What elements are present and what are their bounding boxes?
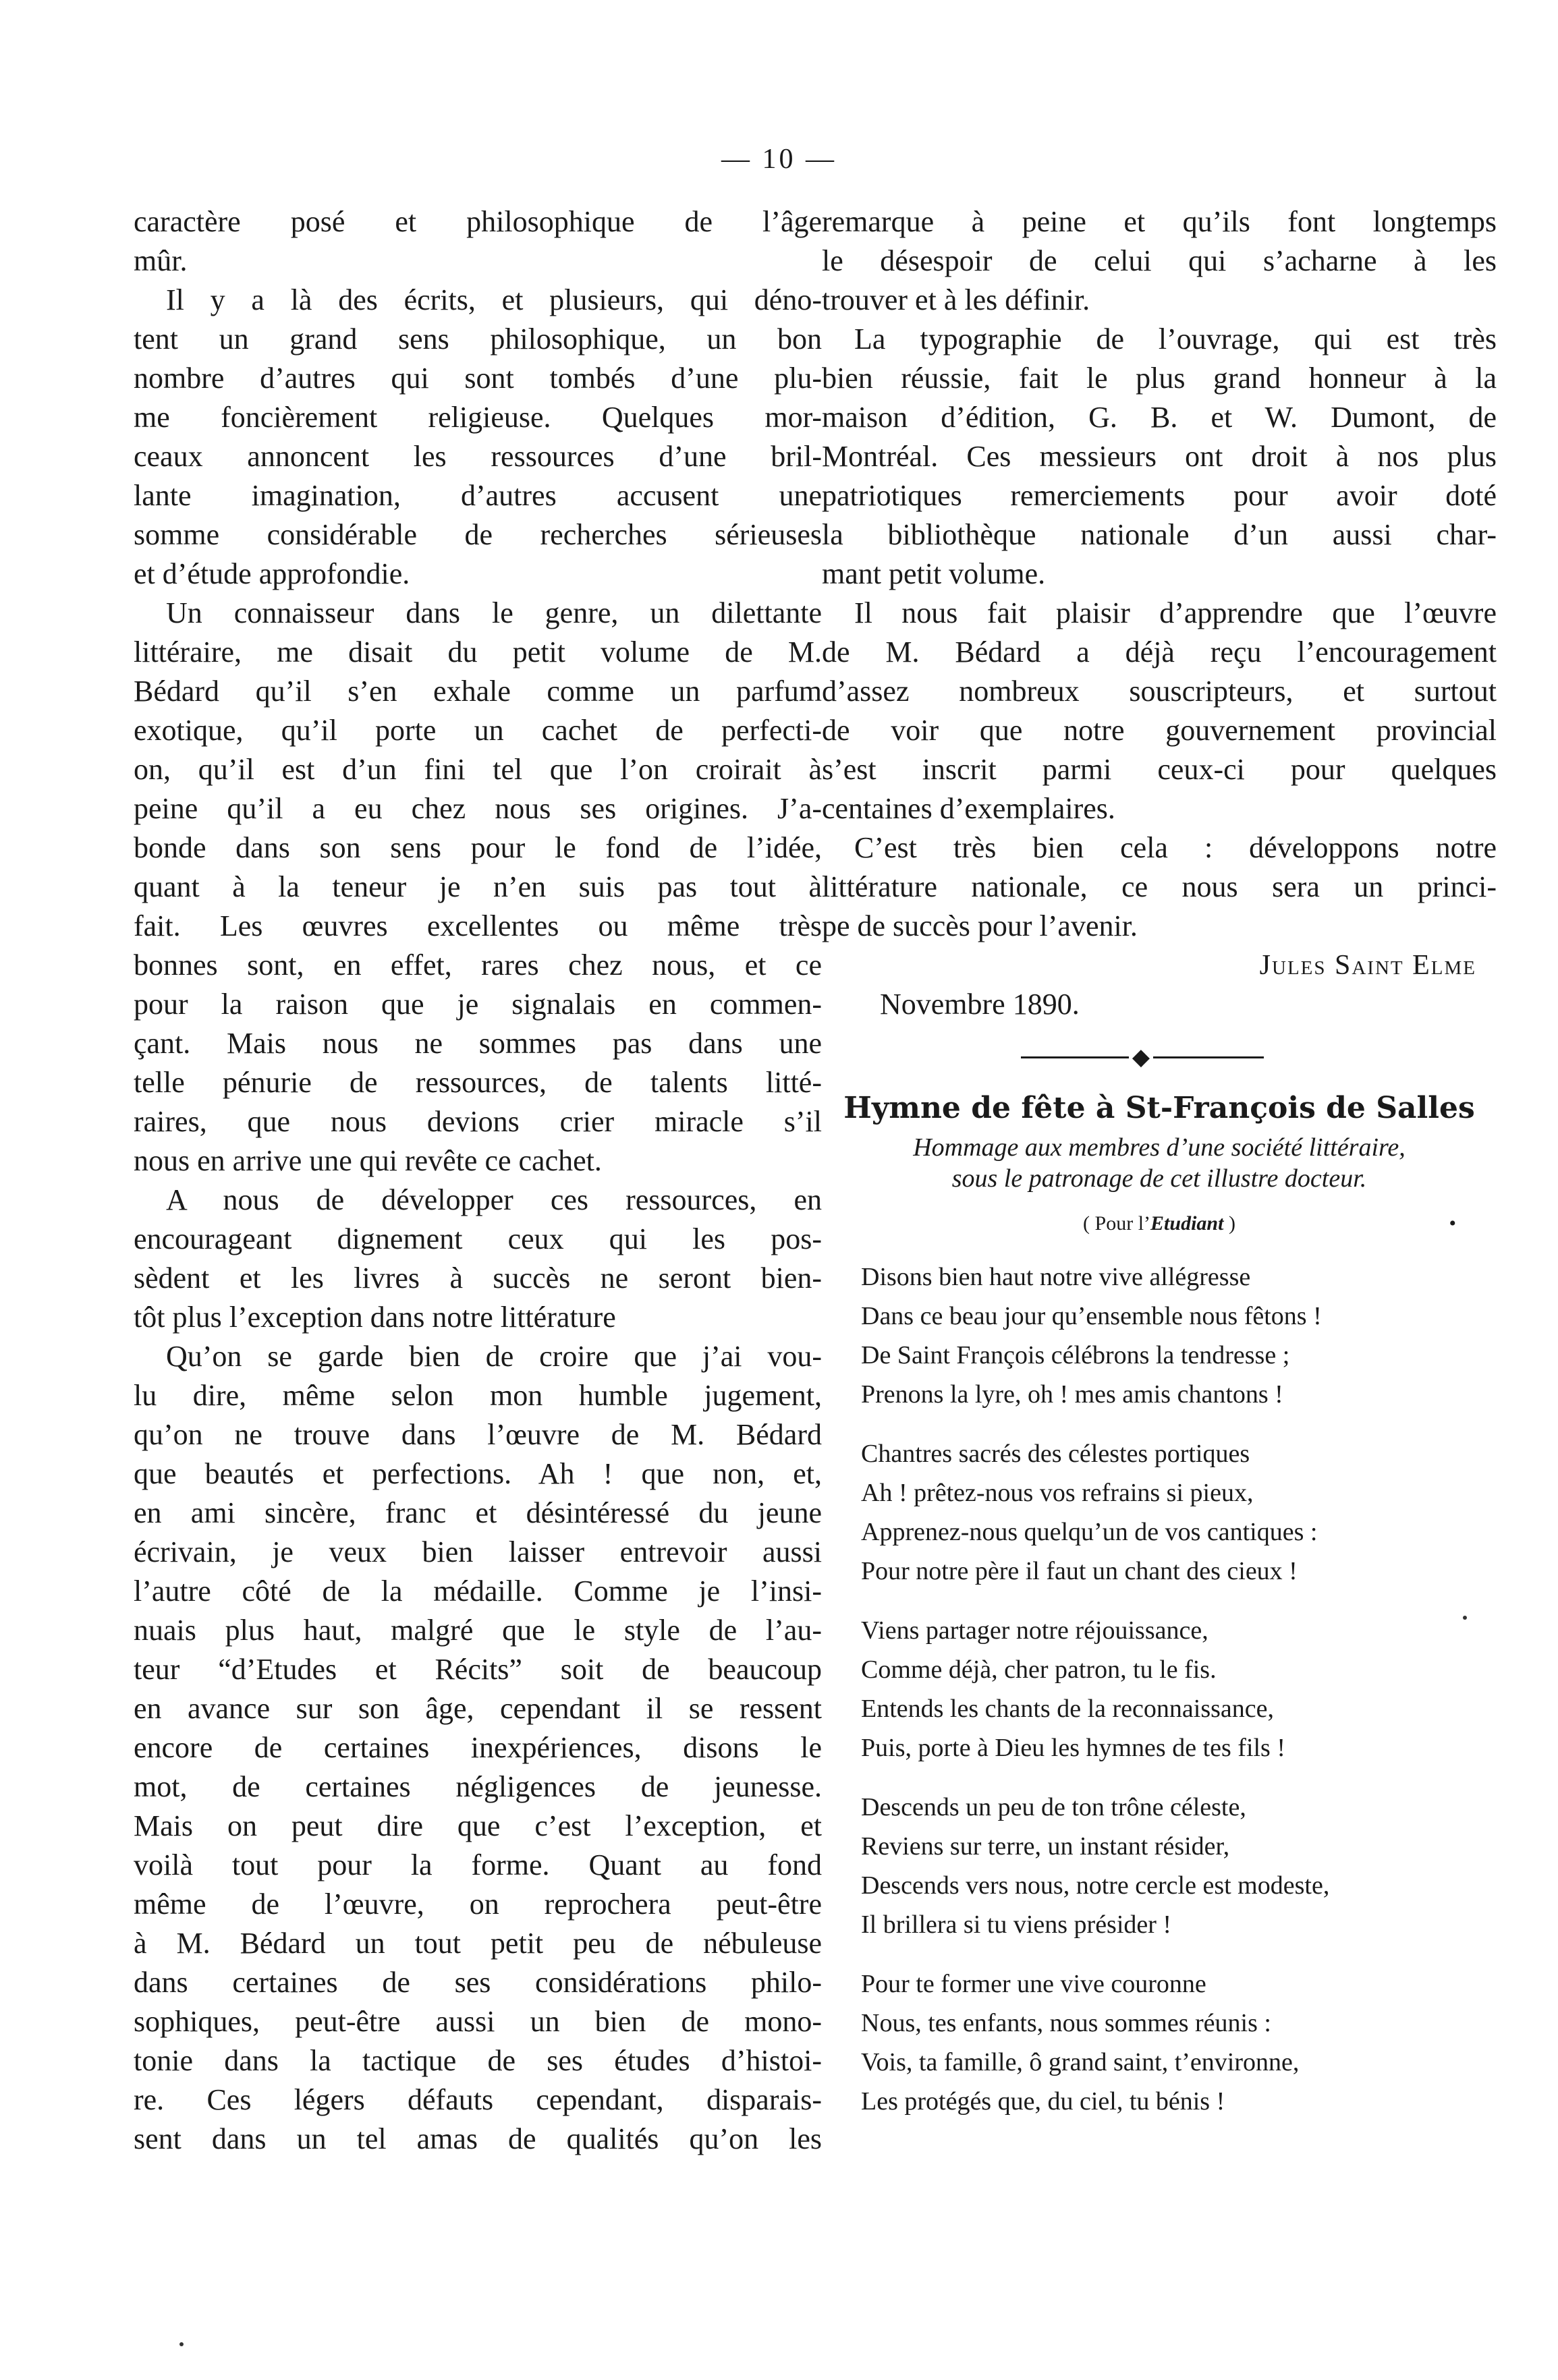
text-line: remarque à peine et qu’ils font longtemps bbox=[822, 205, 1497, 238]
hymn-verse: Reviens sur terre, un instant résider, bbox=[861, 1832, 1230, 1861]
hymn-verse: Comme déjà, cher patron, tu le fis. bbox=[861, 1655, 1217, 1684]
text-line: la bibliothèque nationale d’un aussi char- bbox=[822, 518, 1497, 551]
text-line: sèdent et les livres à succès ne seront bien- bbox=[134, 1262, 822, 1295]
text-line: bonde dans son sens pour le fond de l’idée, bbox=[134, 831, 822, 864]
text-line: Bédard qu’il s’en exhale comme un parfum bbox=[134, 675, 822, 708]
text-line: en ami sincère, franc et désintéressé du jeune bbox=[134, 1496, 822, 1529]
text-line: bonnes sont, en effet, rares chez nous, et ce bbox=[134, 948, 822, 982]
text-line: encore de certaines inexpériences, disons le bbox=[134, 1731, 822, 1764]
text-line: telle pénurie de ressources, de talents litté- bbox=[134, 1066, 822, 1099]
text-line: mûr. bbox=[134, 244, 188, 277]
hymn-verse: Entends les chants de la reconnaissance, bbox=[861, 1695, 1274, 1723]
hymn-stanza bbox=[822, 1964, 1497, 2121]
hymn-dedication bbox=[822, 1206, 1497, 1241]
hymn-title: Hymne de fête à St-François de Salles bbox=[843, 1091, 1475, 1125]
hymn-verse: Descends un peu de ton trône céleste, bbox=[861, 1793, 1246, 1821]
text-line: littéraire, me disait du petit volume de M. bbox=[134, 635, 822, 669]
text-line: nombre d’autres qui sont tombés d’une plu- bbox=[134, 362, 822, 395]
ornament-divider bbox=[822, 1038, 1497, 1078]
text-line: pour la raison que je signalais en commen- bbox=[134, 988, 822, 1021]
text-line: re. Ces légers défauts cependant, disparais- bbox=[134, 2083, 822, 2116]
text-line: nous en arrive une qui revête ce cachet. bbox=[134, 1144, 602, 1177]
text-line: mant petit volume. bbox=[822, 557, 1046, 590]
text-line: lante imagination, d’autres accusent une bbox=[134, 479, 822, 512]
hymn-verse: Pour te former une vive couronne bbox=[861, 1970, 1206, 1998]
text-line: peine qu’il a eu chez nous ses origines. J’a- bbox=[134, 792, 822, 825]
text-line: trouver et à les définir. bbox=[822, 283, 1090, 316]
dedication-prefix: ( Pour l’ bbox=[1083, 1212, 1151, 1235]
hymn-stanza bbox=[822, 1788, 1497, 1944]
text-line: littérature nationale, ce nous sera un princi- bbox=[822, 870, 1497, 903]
text-line: bien réussie, fait le plus grand honneur à la bbox=[822, 362, 1497, 395]
left-column bbox=[134, 202, 822, 2159]
text-line: Qu’on se garde bien de croire que j’ai vou- bbox=[166, 1340, 822, 1373]
right-column bbox=[822, 202, 1497, 2121]
text-line: s’est inscrit parmi ceux-ci pour quelques bbox=[822, 753, 1497, 786]
text-line: caractère posé et philosophique de l’âge bbox=[134, 205, 822, 238]
hymn-verse: Vois, ta famille, ô grand saint, t’environne, bbox=[861, 2048, 1300, 2076]
text-line: Un connaisseur dans le genre, un dilettante bbox=[166, 596, 822, 629]
text-line: patriotiques remerciements pour avoir doté bbox=[822, 479, 1497, 512]
text-line: voilà tout pour la forme. Quant au fond bbox=[134, 1848, 822, 1881]
hymn-verse: De Saint François célébrons la tendresse ; bbox=[861, 1341, 1290, 1369]
text-line: d’assez nombreux souscripteurs, et surtout bbox=[822, 675, 1497, 708]
diamond-ornament-icon: ◆ bbox=[1129, 1046, 1153, 1070]
text-line: et d’étude approfondie. bbox=[134, 557, 410, 590]
hymn-verse: Pour notre père il faut un chant des cieux ! bbox=[861, 1557, 1298, 1585]
text-line: La typographie de l’ouvrage, qui est très bbox=[854, 322, 1497, 356]
text-line: teur “d’Etudes et Récits” soit de beaucoup bbox=[134, 1653, 822, 1686]
hymn-verse: Chantres sacrés des célestes portiques bbox=[861, 1440, 1250, 1468]
text-line: de voir que notre gouvernement provincial bbox=[822, 714, 1497, 747]
hymn-stanza bbox=[822, 1611, 1497, 1767]
hymn-subtitle: sous le patronage de cet illustre docteur. bbox=[951, 1164, 1367, 1193]
text-line: l’autre côté de la médaille. Comme je l’insi- bbox=[134, 1575, 822, 1608]
text-line: en avance sur son âge, cependant il se ressent bbox=[134, 1692, 822, 1725]
hymn-verse: Descends vers nous, notre cercle est modeste, bbox=[861, 1871, 1330, 1900]
hymn-stanza bbox=[822, 1434, 1497, 1591]
text-line: tonie dans la tactique de ses études d’histoi- bbox=[134, 2044, 822, 2077]
hymn-verse: Nous, tes enfants, nous sommes réunis : bbox=[861, 2009, 1271, 2037]
hymn-verse: Il brillera si tu viens présider ! bbox=[861, 1910, 1172, 1939]
text-line: mot, de certaines négligences de jeunesse. bbox=[134, 1770, 822, 1803]
text-line: dans certaines de ses considérations philo- bbox=[134, 1966, 822, 1999]
text-line: Montréal. Ces messieurs ont droit à nos plus bbox=[822, 440, 1497, 473]
text-line: Il nous fait plaisir d’apprendre que l’œuvre bbox=[854, 596, 1497, 629]
hymn-verse: Prenons la lyre, oh ! mes amis chantons ! bbox=[861, 1380, 1283, 1409]
text-line: écrivain, je veux bien laisser entrevoir aussi bbox=[134, 1535, 822, 1568]
dedication-suffix: ) bbox=[1223, 1212, 1235, 1235]
text-line: somme considérable de recherches sérieuses bbox=[134, 518, 822, 551]
text-line: encourageant dignement ceux qui les pos- bbox=[134, 1222, 822, 1255]
text-line: pe de succès pour l’avenir. bbox=[822, 909, 1138, 942]
text-line: C’est très bien cela : développons notre bbox=[854, 831, 1497, 864]
text-line: à M. Bédard un tout petit peu de nébuleuse bbox=[134, 1927, 822, 1960]
text-line: Il y a là des écrits, et plusieurs, qui déno- bbox=[166, 283, 822, 316]
print-speck bbox=[179, 2342, 184, 2346]
text-line: fait. Les œuvres excellentes ou même très bbox=[134, 909, 822, 942]
text-line: me foncièrement religieuse. Quelques mor- bbox=[134, 401, 822, 434]
signature: Jules Saint Elme bbox=[1259, 950, 1476, 981]
bullet-dot-icon: • bbox=[1449, 1212, 1456, 1235]
text-line: centaines d’exemplaires. bbox=[822, 792, 1115, 825]
hymn-verse: Puis, porte à Dieu les hymnes de tes fils ! bbox=[861, 1734, 1286, 1762]
hymn-verse: Les protégés que, du ciel, tu bénis ! bbox=[861, 2087, 1225, 2116]
hymn-subtitle: Hommage aux membres d’une société littéraire, bbox=[913, 1133, 1406, 1162]
text-line: exotique, qu’il porte un cachet de perfecti- bbox=[134, 714, 822, 747]
text-line: Mais on peut dire que c’est l’exception, et bbox=[134, 1809, 822, 1842]
text-line: sent dans un tel amas de qualités qu’on les bbox=[134, 2122, 822, 2155]
print-speck bbox=[1463, 1616, 1467, 1620]
text-line: tent un grand sens philosophique, un bon bbox=[134, 322, 822, 356]
hymn-verse: Disons bien haut notre vive allégresse bbox=[861, 1263, 1251, 1291]
text-line: le désespoir de celui qui s’acharne à les bbox=[822, 244, 1497, 277]
page-number: — 10 — bbox=[721, 144, 837, 175]
text-line: nuais plus haut, malgré que le style de l’au- bbox=[134, 1614, 822, 1647]
text-line: sophiques, peut-être aussi un bien de mono- bbox=[134, 2005, 822, 2038]
text-line: même de l’œuvre, on reprochera peut-être bbox=[134, 1888, 822, 1921]
hymn-verse: Apprenez-nous quelqu’un de vos cantiques : bbox=[861, 1518, 1318, 1546]
hymn-verse: Dans ce beau jour qu’ensemble nous fêtons ! bbox=[861, 1302, 1322, 1330]
text-line: tôt plus l’exception dans notre littérature bbox=[134, 1301, 616, 1334]
hymn-stanza bbox=[822, 1257, 1497, 1414]
hymn-verse: Ah ! prêtez-nous vos refrains si pieux, bbox=[861, 1479, 1254, 1507]
text-line: de M. Bédard a déjà reçu l’encouragement bbox=[822, 635, 1497, 669]
text-line: quant à la teneur je n’en suis pas tout à bbox=[134, 870, 822, 903]
text-line: qu’on ne trouve dans l’œuvre de M. Bédard bbox=[134, 1418, 822, 1451]
text-line: lu dire, même selon mon humble jugement, bbox=[134, 1379, 822, 1412]
hymn-verse: Viens partager notre réjouissance, bbox=[861, 1616, 1208, 1645]
text-line: on, qu’il est d’un fini tel que l’on croirait à bbox=[134, 753, 822, 786]
text-line: raires, que nous devions crier miracle s’il bbox=[134, 1105, 822, 1138]
text-line: maison d’édition, G. B. et W. Dumont, de bbox=[822, 401, 1497, 434]
text-line: A nous de développer ces ressources, en bbox=[166, 1183, 822, 1216]
text-line: que beautés et perfections. Ah ! que non, et, bbox=[134, 1457, 822, 1490]
dedication-name: Etudiant bbox=[1150, 1212, 1224, 1235]
text-line: ceaux annoncent les ressources d’une bril- bbox=[134, 440, 822, 473]
text-line: çant. Mais nous ne sommes pas dans une bbox=[134, 1027, 822, 1060]
date: Novembre 1890. bbox=[880, 988, 1080, 1021]
